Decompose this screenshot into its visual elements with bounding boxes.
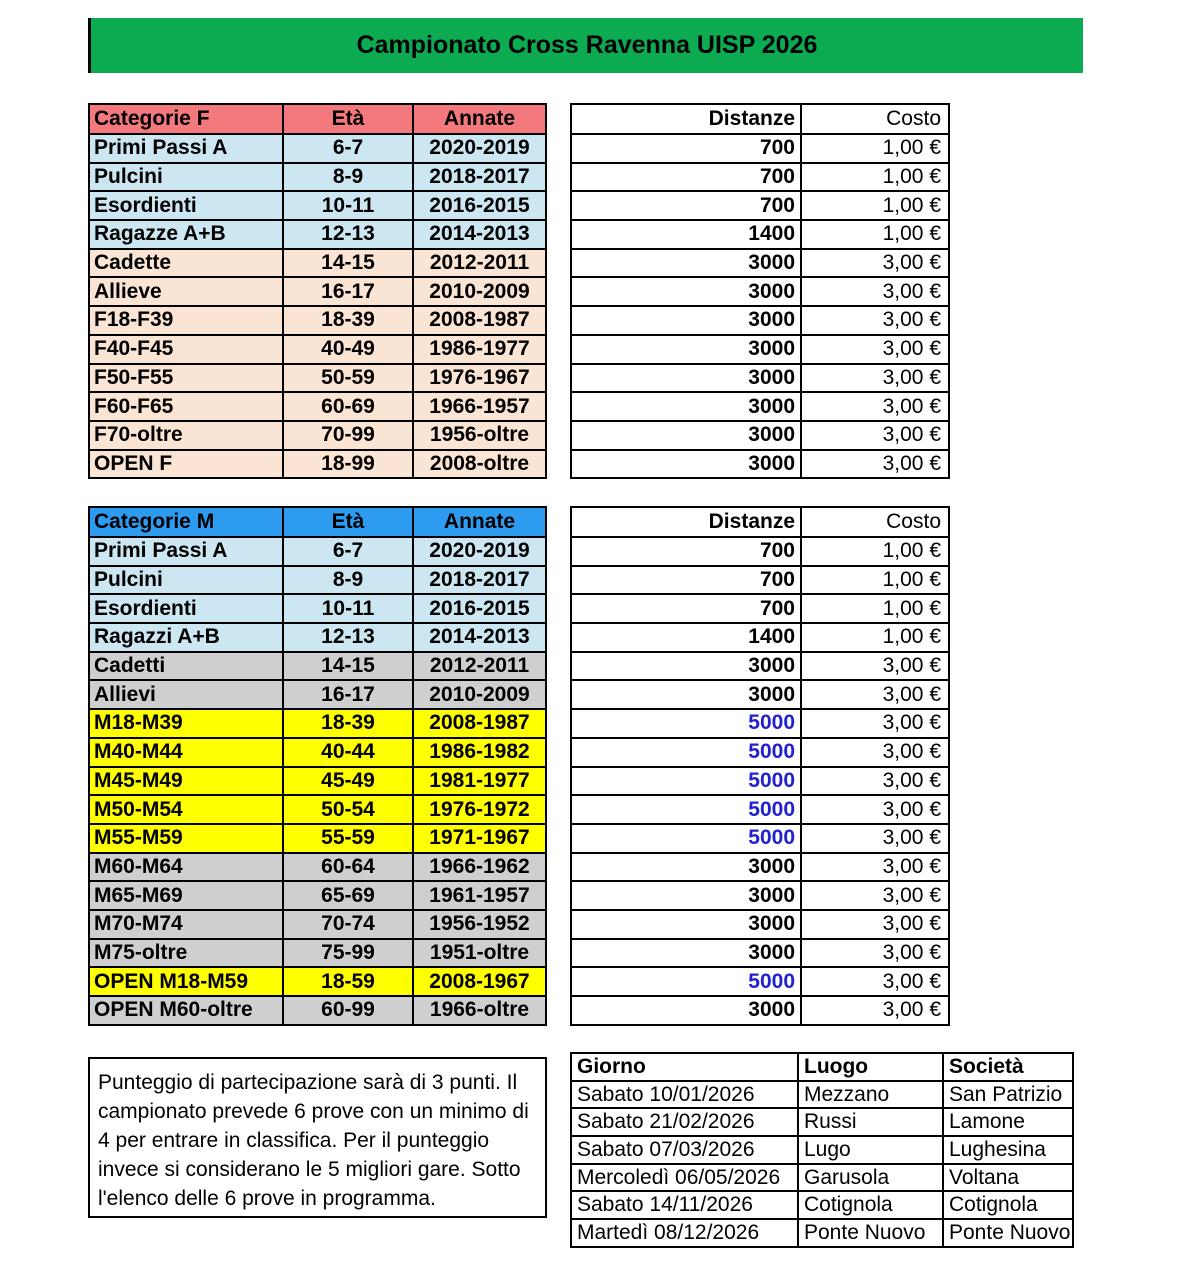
cost-value: 1,00 € bbox=[801, 594, 949, 623]
category-row bbox=[89, 881, 546, 910]
distances-f-col-distanze: Distanze bbox=[571, 104, 801, 134]
birth-years: 1966-oltre bbox=[413, 996, 546, 1025]
birth-years: 2016-2015 bbox=[413, 191, 546, 220]
distance-value: 700 bbox=[571, 163, 801, 192]
birth-years: 1976-1967 bbox=[413, 364, 546, 393]
distance-row bbox=[571, 853, 949, 882]
category-name: F18-F39 bbox=[89, 306, 283, 335]
distance-row bbox=[571, 652, 949, 681]
category-row bbox=[89, 738, 546, 767]
birth-years: 2008-oltre bbox=[413, 450, 546, 479]
categories-m-col-annate: Annate bbox=[413, 507, 546, 537]
category-name: OPEN M60-oltre bbox=[89, 996, 283, 1025]
category-name: OPEN M18-M59 bbox=[89, 967, 283, 996]
cost-value: 3,00 € bbox=[801, 824, 949, 853]
distance-row bbox=[571, 824, 949, 853]
age-range: 14-15 bbox=[283, 249, 413, 278]
cost-value: 3,00 € bbox=[801, 652, 949, 681]
distance-row bbox=[571, 594, 949, 623]
distance-value: 5000 bbox=[571, 767, 801, 796]
age-range: 55-59 bbox=[283, 824, 413, 853]
category-name: Pulcini bbox=[89, 566, 283, 595]
category-row bbox=[89, 163, 546, 192]
schedule-table bbox=[570, 1052, 1074, 1248]
age-range: 50-54 bbox=[283, 795, 413, 824]
distance-value: 5000 bbox=[571, 795, 801, 824]
cost-value: 1,00 € bbox=[801, 191, 949, 220]
age-range: 16-17 bbox=[283, 680, 413, 709]
birth-years: 2010-2009 bbox=[413, 277, 546, 306]
distances-m-table bbox=[570, 506, 950, 1026]
cost-value: 3,00 € bbox=[801, 910, 949, 939]
schedule-row bbox=[571, 1191, 1073, 1219]
distance-value: 3000 bbox=[571, 680, 801, 709]
birth-years: 2014-2013 bbox=[413, 220, 546, 249]
title-bar bbox=[88, 18, 1083, 73]
category-row bbox=[89, 996, 546, 1025]
distance-value: 3000 bbox=[571, 996, 801, 1025]
schedule-col-societa: Società bbox=[943, 1053, 1073, 1081]
category-name: M45-M49 bbox=[89, 767, 283, 796]
race-club: San Patrizio bbox=[943, 1081, 1073, 1109]
birth-years: 2008-1987 bbox=[413, 306, 546, 335]
category-name: Primi Passi A bbox=[89, 537, 283, 566]
category-name: M50-M54 bbox=[89, 795, 283, 824]
cost-value: 3,00 € bbox=[801, 996, 949, 1025]
birth-years: 2018-2017 bbox=[413, 566, 546, 595]
category-row bbox=[89, 306, 546, 335]
distance-value: 3000 bbox=[571, 306, 801, 335]
birth-years: 2020-2019 bbox=[413, 537, 546, 566]
age-range: 10-11 bbox=[283, 191, 413, 220]
age-range: 12-13 bbox=[283, 623, 413, 652]
categories-f-title: Categorie F bbox=[89, 104, 283, 134]
race-club: Cotignola bbox=[943, 1191, 1073, 1219]
categories-f-header-row bbox=[89, 104, 546, 134]
distances-m-col-distanze: Distanze bbox=[571, 507, 801, 537]
category-name: M60-M64 bbox=[89, 853, 283, 882]
cost-value: 3,00 € bbox=[801, 277, 949, 306]
distance-value: 5000 bbox=[571, 738, 801, 767]
birth-years: 1961-1957 bbox=[413, 881, 546, 910]
category-row bbox=[89, 680, 546, 709]
cost-value: 1,00 € bbox=[801, 220, 949, 249]
distance-row bbox=[571, 537, 949, 566]
age-range: 16-17 bbox=[283, 277, 413, 306]
distance-row bbox=[571, 738, 949, 767]
distance-row bbox=[571, 306, 949, 335]
category-row bbox=[89, 910, 546, 939]
birth-years: 2012-2011 bbox=[413, 652, 546, 681]
birth-years: 1986-1977 bbox=[413, 335, 546, 364]
age-range: 50-59 bbox=[283, 364, 413, 393]
distance-row bbox=[571, 392, 949, 421]
category-row bbox=[89, 220, 546, 249]
race-club: Voltana bbox=[943, 1164, 1073, 1192]
distance-row bbox=[571, 566, 949, 595]
distance-row bbox=[571, 881, 949, 910]
birth-years: 2016-2015 bbox=[413, 594, 546, 623]
category-row bbox=[89, 392, 546, 421]
race-place: Ponte Nuovo bbox=[798, 1219, 943, 1247]
race-place: Russi bbox=[798, 1108, 943, 1136]
birth-years: 1956-1952 bbox=[413, 910, 546, 939]
distance-row bbox=[571, 910, 949, 939]
distances-f-header-row bbox=[571, 104, 949, 134]
age-range: 10-11 bbox=[283, 594, 413, 623]
age-range: 40-44 bbox=[283, 738, 413, 767]
distance-value: 1400 bbox=[571, 220, 801, 249]
cost-value: 3,00 € bbox=[801, 767, 949, 796]
distance-value: 700 bbox=[571, 134, 801, 163]
age-range: 8-9 bbox=[283, 566, 413, 595]
category-row bbox=[89, 967, 546, 996]
categories-f-col-annate: Annate bbox=[413, 104, 546, 134]
note-text: Punteggio di partecipazione sarà di 3 punti. Il campionato prevede 6 prove con un minimo di 4 per entrare in classifica. Per il punteggio invece si considerano le 5 migliori gare. Sotto l'elenco delle 6 prove in programma. bbox=[98, 1071, 529, 1210]
category-name: F50-F55 bbox=[89, 364, 283, 393]
birth-years: 2012-2011 bbox=[413, 249, 546, 278]
distance-row bbox=[571, 795, 949, 824]
category-row bbox=[89, 709, 546, 738]
distance-row bbox=[571, 335, 949, 364]
categories-f-col-eta: Età bbox=[283, 104, 413, 134]
race-day: Sabato 21/02/2026 bbox=[571, 1108, 798, 1136]
category-row bbox=[89, 421, 546, 450]
birth-years: 1956-oltre bbox=[413, 421, 546, 450]
category-name: M70-M74 bbox=[89, 910, 283, 939]
category-name: M75-oltre bbox=[89, 939, 283, 968]
race-day: Mercoledì 06/05/2026 bbox=[571, 1164, 798, 1192]
age-range: 60-99 bbox=[283, 996, 413, 1025]
category-row bbox=[89, 652, 546, 681]
distance-row bbox=[571, 421, 949, 450]
cost-value: 3,00 € bbox=[801, 392, 949, 421]
category-name: Allievi bbox=[89, 680, 283, 709]
distance-value: 3000 bbox=[571, 392, 801, 421]
cost-value: 3,00 € bbox=[801, 364, 949, 393]
age-range: 14-15 bbox=[283, 652, 413, 681]
schedule-col-luogo: Luogo bbox=[798, 1053, 943, 1081]
race-place: Lugo bbox=[798, 1136, 943, 1164]
race-place: Mezzano bbox=[798, 1081, 943, 1109]
distance-row bbox=[571, 680, 949, 709]
cost-value: 1,00 € bbox=[801, 566, 949, 595]
category-name: Ragazze A+B bbox=[89, 220, 283, 249]
cost-value: 3,00 € bbox=[801, 795, 949, 824]
birth-years: 1986-1982 bbox=[413, 738, 546, 767]
schedule-row bbox=[571, 1219, 1073, 1247]
category-name: Esordienti bbox=[89, 594, 283, 623]
categories-m-title: Categorie M bbox=[89, 507, 283, 537]
distance-value: 700 bbox=[571, 566, 801, 595]
category-row bbox=[89, 450, 546, 479]
race-day: Sabato 14/11/2026 bbox=[571, 1191, 798, 1219]
page-title: Campionato Cross Ravenna UISP 2026 bbox=[356, 31, 818, 59]
age-range: 18-39 bbox=[283, 709, 413, 738]
cost-value: 3,00 € bbox=[801, 881, 949, 910]
cost-value: 3,00 € bbox=[801, 853, 949, 882]
race-club: Lamone bbox=[943, 1108, 1073, 1136]
distance-row bbox=[571, 220, 949, 249]
cost-value: 3,00 € bbox=[801, 967, 949, 996]
category-row bbox=[89, 795, 546, 824]
distance-row bbox=[571, 249, 949, 278]
distance-row bbox=[571, 767, 949, 796]
schedule-row bbox=[571, 1108, 1073, 1136]
cost-value: 3,00 € bbox=[801, 709, 949, 738]
category-row bbox=[89, 537, 546, 566]
age-range: 65-69 bbox=[283, 881, 413, 910]
distance-value: 700 bbox=[571, 594, 801, 623]
category-name: F40-F45 bbox=[89, 335, 283, 364]
distance-row bbox=[571, 277, 949, 306]
distance-row bbox=[571, 967, 949, 996]
distance-value: 3000 bbox=[571, 450, 801, 479]
distance-row bbox=[571, 163, 949, 192]
birth-years: 1966-1957 bbox=[413, 392, 546, 421]
age-range: 45-49 bbox=[283, 767, 413, 796]
birth-years: 1966-1962 bbox=[413, 853, 546, 882]
category-name: Allieve bbox=[89, 277, 283, 306]
distance-value: 700 bbox=[571, 191, 801, 220]
categories-m-table bbox=[88, 506, 547, 1026]
cost-value: 3,00 € bbox=[801, 306, 949, 335]
distance-value: 1400 bbox=[571, 623, 801, 652]
age-range: 70-99 bbox=[283, 421, 413, 450]
distance-value: 5000 bbox=[571, 967, 801, 996]
distance-value: 3000 bbox=[571, 652, 801, 681]
distance-value: 3000 bbox=[571, 910, 801, 939]
distances-f-col-costo: Costo bbox=[801, 104, 949, 134]
age-range: 6-7 bbox=[283, 537, 413, 566]
category-row bbox=[89, 767, 546, 796]
category-row bbox=[89, 594, 546, 623]
categories-m-header-row bbox=[89, 507, 546, 537]
birth-years: 2014-2013 bbox=[413, 623, 546, 652]
cost-value: 3,00 € bbox=[801, 335, 949, 364]
schedule-row bbox=[571, 1081, 1073, 1109]
age-range: 70-74 bbox=[283, 910, 413, 939]
distance-value: 5000 bbox=[571, 709, 801, 738]
category-row bbox=[89, 277, 546, 306]
distance-row bbox=[571, 623, 949, 652]
birth-years: 1971-1967 bbox=[413, 824, 546, 853]
race-day: Martedì 08/12/2026 bbox=[571, 1219, 798, 1247]
category-name: Cadetti bbox=[89, 652, 283, 681]
age-range: 12-13 bbox=[283, 220, 413, 249]
category-row bbox=[89, 566, 546, 595]
birth-years: 1981-1977 bbox=[413, 767, 546, 796]
categories-m-col-eta: Età bbox=[283, 507, 413, 537]
category-row bbox=[89, 939, 546, 968]
distances-m-col-costo: Costo bbox=[801, 507, 949, 537]
category-row bbox=[89, 134, 546, 163]
distance-value: 5000 bbox=[571, 824, 801, 853]
race-club: Ponte Nuovo bbox=[943, 1219, 1073, 1247]
cost-value: 3,00 € bbox=[801, 249, 949, 278]
cost-value: 1,00 € bbox=[801, 537, 949, 566]
schedule-row bbox=[571, 1136, 1073, 1164]
category-name: Primi Passi A bbox=[89, 134, 283, 163]
cost-value: 3,00 € bbox=[801, 680, 949, 709]
birth-years: 1976-1972 bbox=[413, 795, 546, 824]
category-name: M55-M59 bbox=[89, 824, 283, 853]
distance-value: 3000 bbox=[571, 277, 801, 306]
schedule-header-row bbox=[571, 1053, 1073, 1081]
birth-years: 2010-2009 bbox=[413, 680, 546, 709]
category-row bbox=[89, 249, 546, 278]
distance-row bbox=[571, 709, 949, 738]
category-name: M40-M44 bbox=[89, 738, 283, 767]
distance-value: 700 bbox=[571, 537, 801, 566]
category-row bbox=[89, 824, 546, 853]
distance-value: 3000 bbox=[571, 364, 801, 393]
distance-row bbox=[571, 450, 949, 479]
category-name: Pulcini bbox=[89, 163, 283, 192]
race-club: Lughesina bbox=[943, 1136, 1073, 1164]
category-row bbox=[89, 364, 546, 393]
age-range: 40-49 bbox=[283, 335, 413, 364]
distance-row bbox=[571, 939, 949, 968]
category-row bbox=[89, 335, 546, 364]
age-range: 75-99 bbox=[283, 939, 413, 968]
category-name: Esordienti bbox=[89, 191, 283, 220]
category-name: M18-M39 bbox=[89, 709, 283, 738]
birth-years: 1951-oltre bbox=[413, 939, 546, 968]
note-box bbox=[88, 1057, 547, 1218]
age-range: 18-99 bbox=[283, 450, 413, 479]
category-name: OPEN F bbox=[89, 450, 283, 479]
age-range: 60-64 bbox=[283, 853, 413, 882]
distance-row bbox=[571, 134, 949, 163]
birth-years: 2008-1967 bbox=[413, 967, 546, 996]
category-row bbox=[89, 853, 546, 882]
distance-value: 3000 bbox=[571, 853, 801, 882]
cost-value: 1,00 € bbox=[801, 134, 949, 163]
race-place: Cotignola bbox=[798, 1191, 943, 1219]
schedule-col-giorno: Giorno bbox=[571, 1053, 798, 1081]
cost-value: 3,00 € bbox=[801, 450, 949, 479]
distances-m-header-row bbox=[571, 507, 949, 537]
category-row bbox=[89, 623, 546, 652]
age-range: 8-9 bbox=[283, 163, 413, 192]
category-name: F70-oltre bbox=[89, 421, 283, 450]
age-range: 18-39 bbox=[283, 306, 413, 335]
birth-years: 2008-1987 bbox=[413, 709, 546, 738]
race-place: Garusola bbox=[798, 1164, 943, 1192]
distance-row bbox=[571, 191, 949, 220]
distance-value: 3000 bbox=[571, 249, 801, 278]
cost-value: 3,00 € bbox=[801, 421, 949, 450]
distances-f-table bbox=[570, 103, 950, 479]
category-name: F60-F65 bbox=[89, 392, 283, 421]
category-row bbox=[89, 191, 546, 220]
cost-value: 3,00 € bbox=[801, 939, 949, 968]
distance-value: 3000 bbox=[571, 421, 801, 450]
birth-years: 2018-2017 bbox=[413, 163, 546, 192]
cost-value: 3,00 € bbox=[801, 738, 949, 767]
distance-value: 3000 bbox=[571, 939, 801, 968]
categories-f-table bbox=[88, 103, 547, 479]
category-name: Ragazzi A+B bbox=[89, 623, 283, 652]
distance-value: 3000 bbox=[571, 335, 801, 364]
distance-value: 3000 bbox=[571, 881, 801, 910]
race-day: Sabato 10/01/2026 bbox=[571, 1081, 798, 1109]
age-range: 60-69 bbox=[283, 392, 413, 421]
race-day: Sabato 07/03/2026 bbox=[571, 1136, 798, 1164]
cost-value: 1,00 € bbox=[801, 623, 949, 652]
cost-value: 1,00 € bbox=[801, 163, 949, 192]
age-range: 18-59 bbox=[283, 967, 413, 996]
age-range: 6-7 bbox=[283, 134, 413, 163]
distance-row bbox=[571, 364, 949, 393]
schedule-row bbox=[571, 1164, 1073, 1192]
category-name: Cadette bbox=[89, 249, 283, 278]
distance-row bbox=[571, 996, 949, 1025]
category-name: M65-M69 bbox=[89, 881, 283, 910]
birth-years: 2020-2019 bbox=[413, 134, 546, 163]
